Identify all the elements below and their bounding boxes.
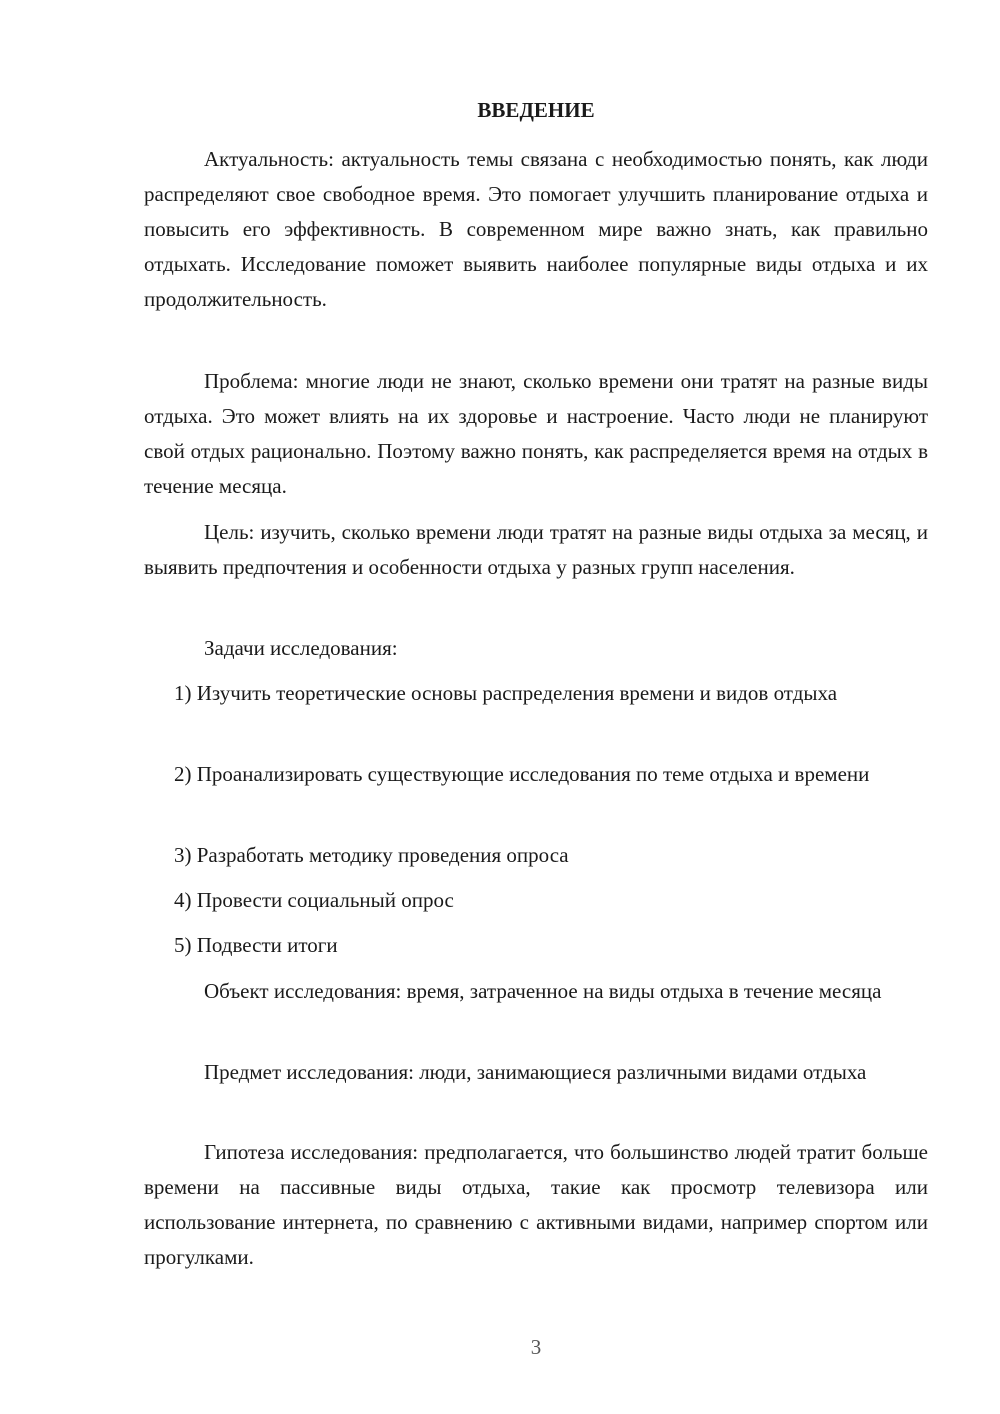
section-title: ВВЕДЕНИЕ (477, 98, 595, 122)
goal-paragraph: Цель: изучить, сколько времени люди тратят на разные виды отдыха за месяц, и выявить предпочтения и особенности отдыха у разных групп населения. (144, 520, 928, 579)
subject-paragraph: Предмет исследования: люди, занимающиеся различными видами отдыха (204, 1060, 867, 1084)
page-number: 3 (530, 1335, 542, 1359)
task-item-2: 2) Проанализировать существующие исследования по теме отдыха и времени (174, 762, 870, 786)
hypothesis-paragraph: Гипотеза исследования: предполагается, что большинство людей тратит больше времени на пассивные виды отдыха, такие как просмотр телевизора или использование интернета, по сравнению с активными видами, например спортом или прогулками. (144, 1140, 928, 1269)
task-item-5: 5) Подвести итоги (174, 933, 338, 957)
task-item-4: 4) Провести социальный опрос (174, 888, 454, 912)
problem-paragraph: Проблема: многие люди не знают, сколько времени они тратят на разные виды отдыха. Это может влиять на их здоровье и настроение. Часто люди не планируют свой отдых рационально. Поэтому важно понять, как распределяется время на отдых в течение месяца. (144, 369, 928, 498)
relevance-paragraph: Актуальность: актуальность темы связана с необходимостью понять, как люди распределяют свое свободное время. Это помогает улучшить планирование отдыха и повысить его эффективность. В современном мире важно знать, как правильно отдыхать. Исследование поможет выявить наиболее популярные виды отдыха и их продолжительность. (144, 147, 928, 311)
task-item-3: 3) Разработать методику проведения опроса (174, 843, 569, 867)
task-item-1: 1) Изучить теоретические основы распределения времени и видов отдыха (174, 681, 838, 705)
tasks-heading: Задачи исследования: (204, 636, 398, 660)
object-paragraph: Объект исследования: время, затраченное на виды отдыха в течение месяца (204, 979, 882, 1003)
